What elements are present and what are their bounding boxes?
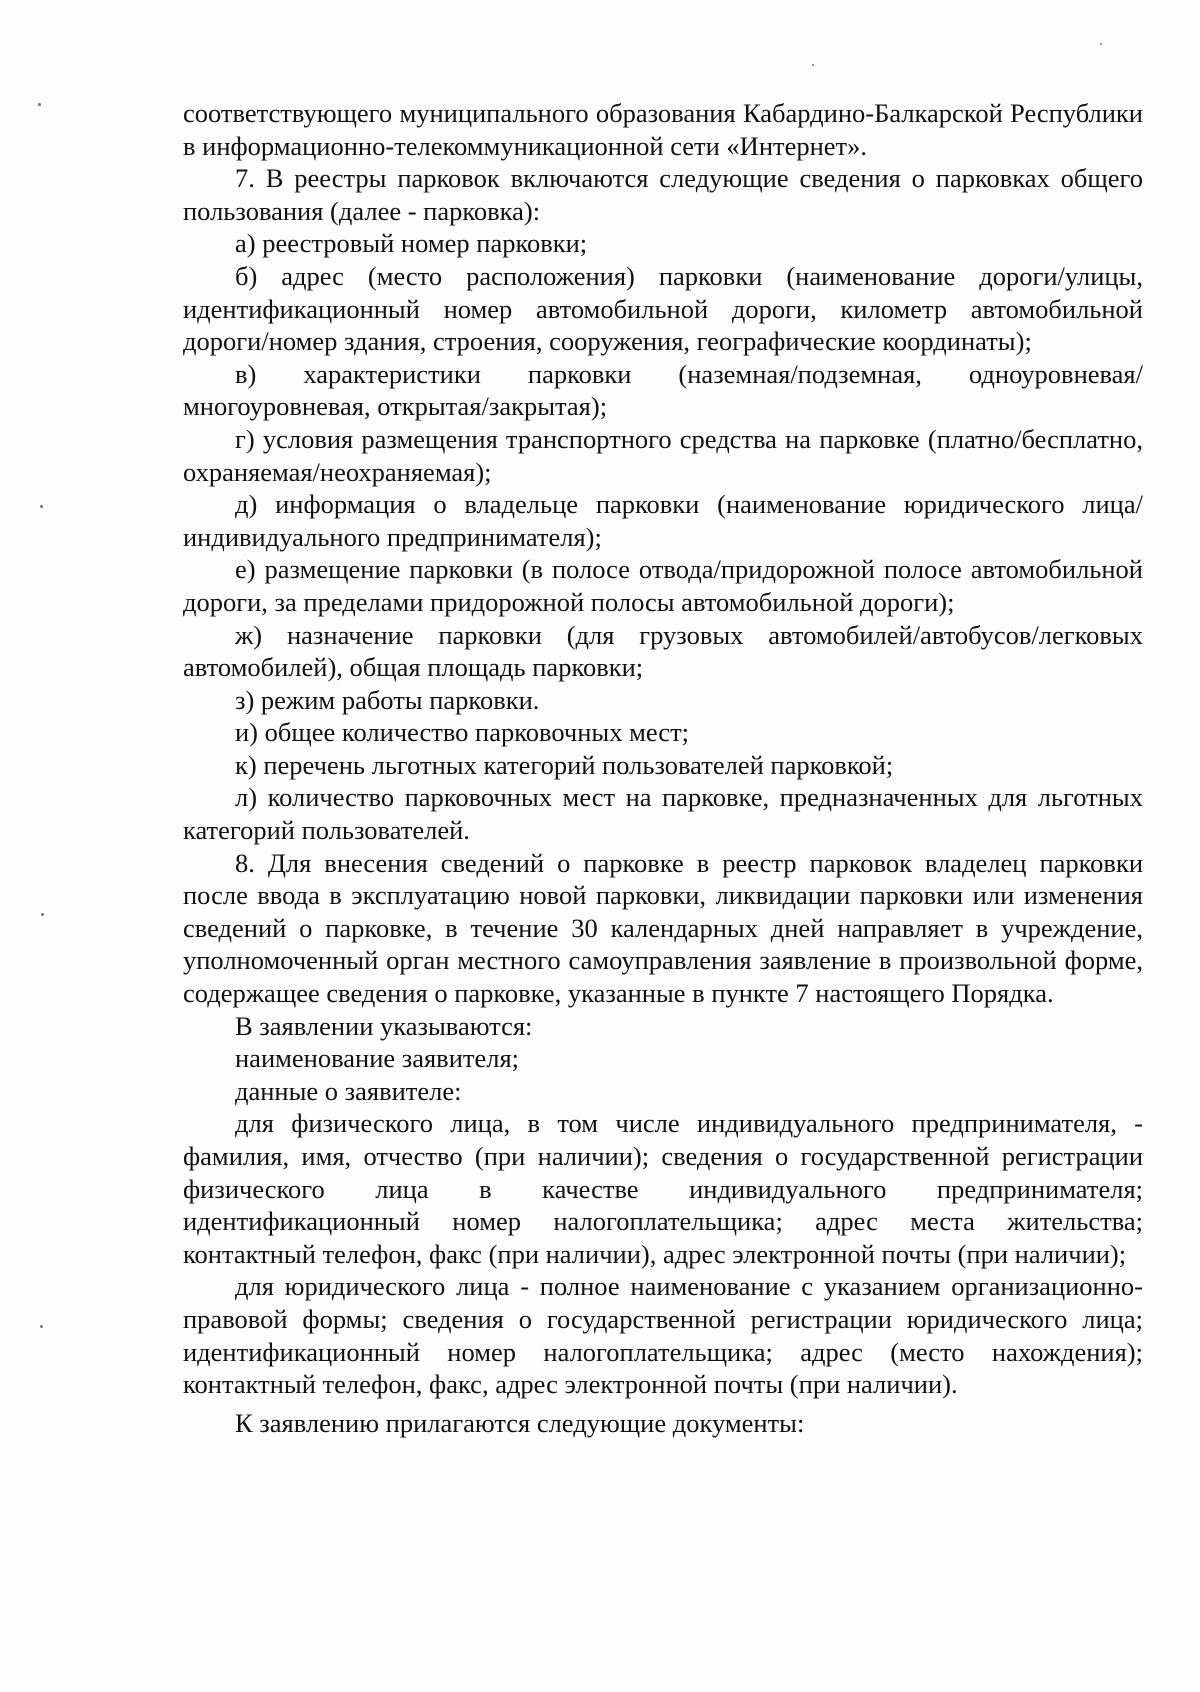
paragraph-continuation: соответствующего муниципального образования Кабардино-Балкарской Республики в информационно-телекоммуникационной сети «Интернет». [183, 98, 1143, 161]
paragraph-item-7: 7. В реестры парковок включаются следующие сведения о парковках общего пользования (далее - парковка): [183, 163, 1143, 226]
paragraph-subitem-e: е) размещение парковки (в полосе отвода/придорожной полосе автомобильной дороги, за пределами придорожной полосы автомобильной дороги); [183, 554, 1143, 617]
paragraph-applicant-data: данные о заявителе: [235, 1075, 462, 1106]
paragraph-application-contents: В заявлении указываются: [235, 1010, 533, 1041]
paragraph-subitem-z: з) режим работы парковки. [235, 684, 540, 715]
scan-speck [1100, 43, 1102, 45]
scan-speck [38, 103, 41, 106]
paragraph-subitem-zh: ж) назначение парковки (для грузовых автомобилей/автобусов/легковых автомобилей), общая площадь парковки; [183, 619, 1143, 683]
paragraph-subitem-k: к) перечень льготных категорий пользователей парковкой; [235, 749, 894, 780]
paragraph-applicant-name: наименование заявителя; [235, 1043, 519, 1074]
scan-speck [812, 64, 814, 66]
scan-speck [40, 505, 43, 508]
paragraph-subitem-b: б) адрес (место расположения) парковки (наименование дороги/улицы, идентификационный номер автомобильной дороги, километр автомобильной дороги/номер здания, строения, сооружения, географические координаты); [183, 260, 1143, 357]
paragraph-subitem-l: л) количество парковочных мест на парковке, предназначенных для льготных категорий пользователей. [183, 782, 1143, 846]
paragraph-item-8: 8. Для внесения сведений о парковке в реестр парковок владелец парковки после ввода в эксплуатацию новой парковки, ликвидации парковки или изменения сведений о парковке, в течение 30 календарных дней направляет в учреждение, уполномоченный орган местного самоуправления заявление в произвольной форме, содержащее сведения о парковке, указанные в пункте 7 настоящего Порядка. [183, 847, 1143, 1009]
paragraph-subitem-i: и) общее количество парковочных мест; [235, 717, 690, 748]
document-body [183, 97, 1143, 1439]
paragraph-subitem-v: в) характеристики парковки (наземная/подземная, одноуровневая/многоуровневая, открытая/закрытая); [183, 358, 1143, 422]
paragraph-subitem-d: д) информация о владельце парковки (наименование юридического лица/индивидуального предпринимателя); [183, 489, 1143, 552]
paragraph-legal-entity: для юридического лица - полное наименование с указанием организационно-правовой формы; сведения о государственной регистрации юридического лица; идентификационный номер налогоплательщика; адрес (место нахождения); контактный телефон, факс, адрес электронной почты (при наличии). [183, 1271, 1143, 1400]
paragraph-attachments: К заявлению прилагаются следующие документы: [235, 1407, 805, 1438]
scan-speck [41, 913, 44, 916]
paragraph-subitem-a: а) реестровый номер парковки; [235, 228, 588, 259]
paragraph-subitem-g: г) условия размещения транспортного средства на парковке (платно/бесплатно, охраняемая/неохраняемая); [183, 423, 1143, 487]
scan-speck [40, 1325, 43, 1328]
paragraph-individual: для физического лица, в том числе индивидуального предпринимателя, - фамилия, имя, отчество (при наличии); сведения о государственной регистрации физического лица в качестве индивидуального предпринимателя; идентификационный номер налогоплательщика; адрес места жительства; контактный телефон, факс (при наличии), адрес электронной почты (при наличии); [183, 1108, 1143, 1269]
